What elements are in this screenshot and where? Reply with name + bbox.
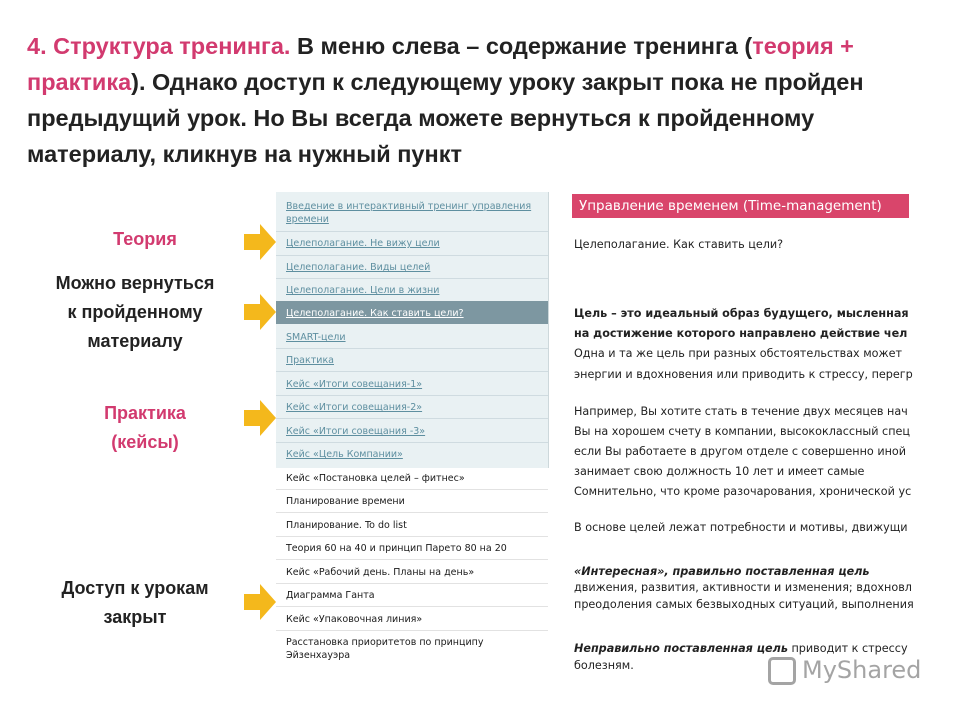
heading-text-2: ). Однако доступ к следующему уроку закрыт пока не пройден предыдущий урок. Но Вы всегда можете вернуться к пройденному материалу, кликнув на нужный пункт — [27, 69, 864, 167]
lesson-text: Например, Вы хотите стать в течение двух месяцев нач — [574, 405, 908, 418]
lesson-text: «Интересная», правильно поставленная цель — [574, 565, 870, 578]
lesson-text: если Вы работаете в другом отделе с совершенно иной — [574, 445, 907, 458]
heading-highlight: теория + практика — [27, 33, 854, 95]
lesson-text-emphasis: Неправильно поставленная цель — [574, 642, 788, 655]
menu-item-locked: Кейс «Упаковочная линия» — [286, 614, 423, 625]
divider — [276, 395, 548, 396]
lesson-text-rest: приводит к стрессу — [787, 642, 908, 655]
lesson-text: Цель – это идеальный образ будущего, мысленная — [574, 307, 909, 320]
menu-item-case-company-goal[interactable]: Кейс «Цель Компании» — [286, 449, 403, 460]
label-locked-line-1: Доступ к урокам — [61, 578, 209, 598]
label-locked — [30, 574, 240, 632]
menu-item-case-meeting-1[interactable]: Кейс «Итоги совещания-1» — [286, 379, 423, 390]
menu-item-smart[interactable]: SMART-цели — [286, 332, 346, 343]
divider — [276, 583, 548, 584]
menu-item-intro[interactable]: Введение в интерактивный тренинг управления — [286, 201, 532, 212]
lesson-text: Сомнительно, что кроме разочарования, хронической ус — [574, 485, 912, 498]
divider — [276, 371, 548, 372]
divider — [276, 418, 548, 419]
lesson-text: энергии и вдохновения или приводить к стрессу, перегр — [574, 368, 913, 381]
course-screenshot — [276, 190, 926, 676]
heading-text-1: В меню слева – содержание тренинга ( — [290, 33, 753, 59]
lesson-text: Одна и та же цель при разных обстоятельствах может — [574, 347, 902, 360]
lesson-title-bar: Управление временем (Time-management) — [572, 194, 909, 218]
divider — [276, 489, 548, 490]
menu-item-locked: Кейс «Постановка целей – фитнес» — [286, 473, 465, 484]
divider — [276, 512, 548, 513]
divider — [276, 606, 548, 607]
lesson-text: занимает свою должность 10 лет и имеет самые — [574, 465, 865, 478]
lesson-text: преодоления самых безвыходных ситуаций, выполнения — [574, 598, 914, 611]
lesson-text: на достижение которого направлено действие чел — [574, 327, 908, 340]
menu-item-locked: Расстановка приоритетов по принципу — [286, 637, 484, 648]
lesson-subtitle: Целеполагание. Как ставить цели? — [574, 238, 784, 251]
label-return — [30, 269, 240, 356]
watermark-text: MyShared — [802, 656, 922, 684]
divider — [276, 630, 548, 631]
menu-item-locked: Планирование времени — [286, 496, 405, 507]
divider — [276, 278, 548, 279]
label-locked-line-2: закрыт — [103, 607, 167, 627]
label-return-line-3: материалу — [87, 331, 183, 351]
arrow-right-icon — [244, 584, 276, 620]
label-theory: Теория — [113, 229, 177, 249]
lesson-text: В основе целей лежат потребности и мотивы, движущи — [574, 521, 908, 534]
menu-item-case-meeting-2[interactable]: Кейс «Итоги совещания-2» — [286, 402, 423, 413]
divider — [276, 348, 548, 349]
menu-item-locked: Теория 60 на 40 и принцип Парето 80 на 20 — [286, 543, 507, 554]
menu-item-locked: Кейс «Рабочий день. Планы на день» — [286, 567, 475, 578]
divider — [276, 536, 548, 537]
label-return-line-1: Можно вернуться — [55, 273, 215, 293]
heading-step: 4. Структура тренинга. — [27, 33, 291, 59]
presentation-icon — [768, 657, 796, 685]
lesson-text: болезням. — [574, 659, 634, 672]
arrow-right-icon — [244, 400, 276, 436]
arrow-right-icon — [244, 224, 276, 260]
divider — [276, 255, 548, 256]
divider — [276, 559, 548, 560]
menu-item-goal-types[interactable]: Целеполагание. Виды целей — [286, 262, 431, 273]
menu-item-how-set-goals[interactable]: Целеполагание. Как ставить цели? — [286, 308, 464, 319]
arrow-right-icon — [244, 294, 276, 330]
menu-item-locked: Планирование. To do list — [286, 520, 407, 531]
lesson-text: Вы на хорошем счету в компании, высококлассный спец — [574, 425, 911, 438]
menu-item-goals-no-goals[interactable]: Целеполагание. Не вижу цели — [286, 238, 440, 249]
menu-item-intro-cont[interactable]: времени — [286, 214, 329, 225]
page-heading — [27, 28, 942, 172]
menu-item-locked-cont: Эйзенхауэра — [286, 650, 351, 661]
menu-item-case-meeting-3[interactable]: Кейс «Итоги совещания -3» — [286, 426, 426, 437]
label-practice-line-1: Практика — [104, 403, 186, 423]
menu-item-practice[interactable]: Практика — [286, 355, 335, 366]
label-return-line-2: к пройденному — [67, 302, 203, 322]
menu-item-locked: Диаграмма Ганта — [286, 590, 375, 601]
label-practice — [80, 399, 210, 457]
menu-item-life-goals[interactable]: Целеполагание. Цели в жизни — [286, 285, 440, 296]
divider — [276, 231, 548, 232]
watermark — [768, 655, 928, 695]
label-practice-line-2: (кейсы) — [111, 432, 179, 452]
divider — [276, 442, 548, 443]
course-menu — [276, 190, 548, 676]
lesson-text: движения, развития, активности и изменения; вдохновл — [574, 581, 912, 594]
lesson-content — [572, 190, 926, 676]
